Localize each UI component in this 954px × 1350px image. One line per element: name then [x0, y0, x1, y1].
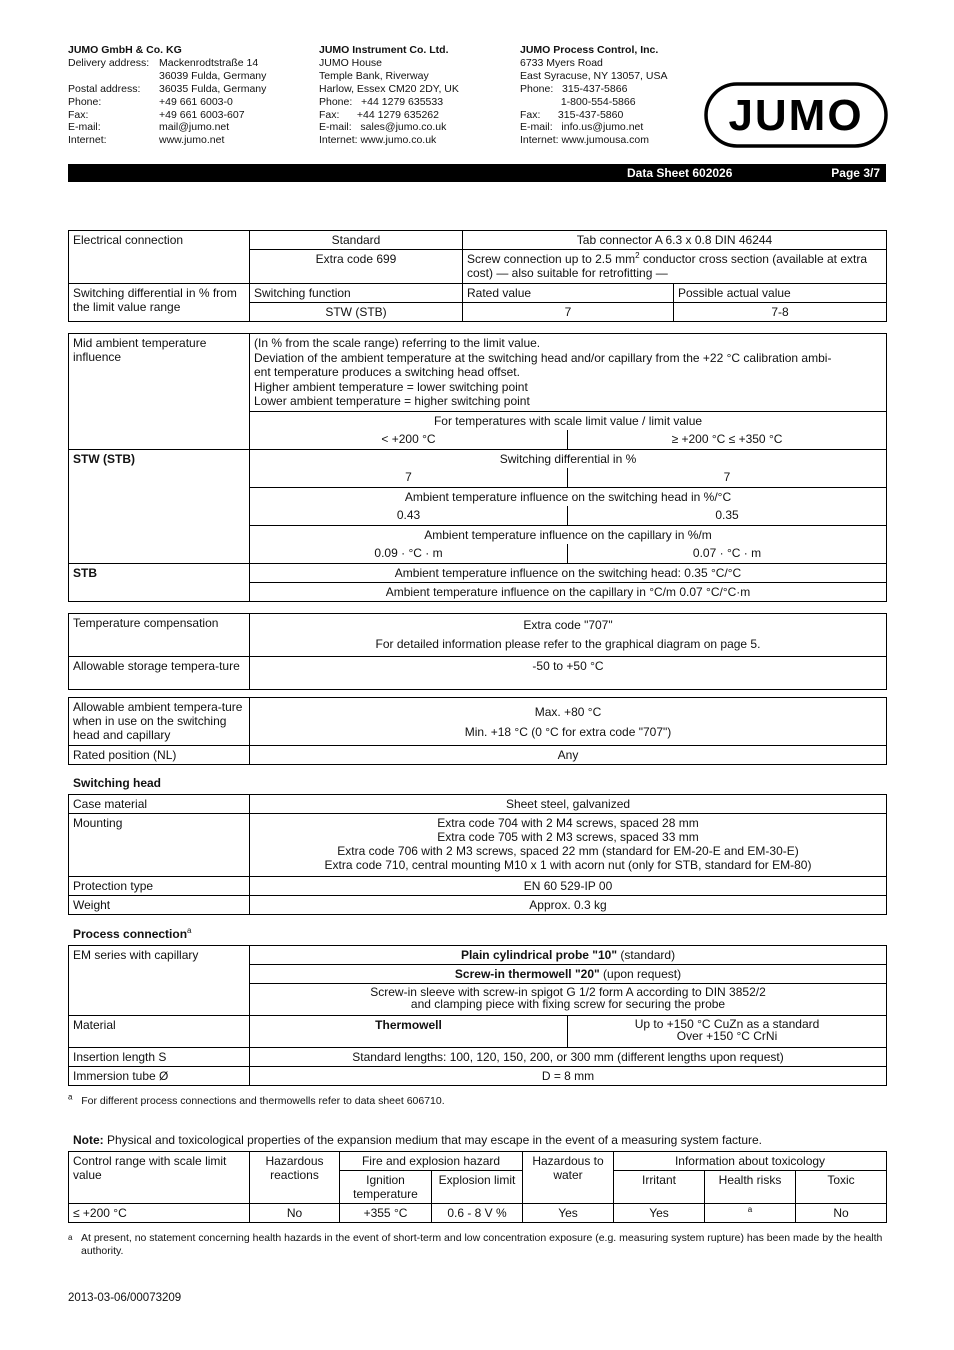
page-number: Page 3/7: [831, 166, 880, 180]
r-control: ≤ +200 °C: [69, 1204, 250, 1223]
standard-label: Standard: [250, 231, 463, 250]
storage-value: -50 to +50 °C: [250, 657, 887, 690]
stw-label: STW (STB): [69, 449, 250, 563]
sd-title: Switching differential in %: [250, 449, 887, 468]
address-line: Internet: www.jumo.co.uk: [319, 134, 437, 147]
address-inc: [520, 44, 667, 147]
document-id: 2013-03-06/00073209: [68, 1292, 182, 1304]
weight-value: Approx. 0.3 kg: [250, 896, 887, 915]
address-key: Phone:: [68, 95, 102, 108]
head-title: Ambient temperature influence on the switching head in %/°C: [250, 487, 887, 506]
address-ltd: [319, 44, 459, 147]
address-line: JUMO House: [319, 56, 383, 69]
address-value: www.jumo.net: [159, 134, 225, 147]
address-key: Postal address:: [68, 82, 141, 95]
text-line: Deviation of the ambient temperature at the switching head and/or capillary from the +22 °C calibration ambi-: [254, 350, 832, 365]
head-val2: 0.35: [568, 506, 887, 525]
address-line: [68, 70, 266, 83]
h-fire: Fire and explosion hazard: [340, 1152, 523, 1171]
extra-code-value: Screw connection up to 2.5 $mm^2$ conductor cross section (available at extra cost) — also suitable for retrofitting —: [463, 250, 887, 284]
address-key: Fax:: [68, 108, 89, 121]
temp-col1: < +200 °C: [250, 430, 568, 449]
electrical-label: Electrical connection: [69, 231, 250, 284]
ambient-use-table: [68, 697, 887, 765]
text-line: Extra code 705 with 2 M3 screws, spaced 33 mm: [437, 830, 699, 844]
h-toxicology: Information about toxicology: [614, 1152, 887, 1171]
text-line: (In % from the scale range) referring to the limit value.: [254, 336, 541, 350]
r-water: Yes: [523, 1204, 614, 1223]
svg-text:JUMO: JUMO: [728, 91, 864, 140]
r-irritant: Yes: [614, 1204, 705, 1223]
process-footnote: $^a$ For different process connections and thermowells refer to data sheet 606710.: [68, 1092, 445, 1107]
extra-code-label: Extra code 699: [250, 250, 463, 284]
address-key: Internet:: [68, 134, 107, 147]
address-value: mail@jumo.net: [159, 121, 230, 134]
protection-value: EN 60 529-IP 00: [250, 877, 887, 896]
sd-val1: 7: [250, 468, 568, 487]
r-health: a: [705, 1204, 796, 1223]
text-line: Higher ambient temperature = lower switching point: [254, 379, 528, 394]
material-value: Up to +150 °C CuZn as a standard Over +150 °C CrNi: [568, 1016, 887, 1048]
h-irritant: Irritant: [614, 1171, 705, 1204]
text-line: Extra code 710, central mounting M10 x 1 with acorn nut (only for STB, standard for EM-80): [324, 858, 812, 872]
address-key: Delivery address:: [68, 56, 150, 69]
ambient-description: [250, 334, 887, 412]
switching-head-title: Switching head: [73, 776, 162, 790]
address-line: [68, 57, 266, 70]
immersion-value: D = 8 mm: [250, 1067, 887, 1086]
address-line: Phone: 315-437-5866: [520, 82, 628, 95]
address-key: [68, 70, 159, 83]
rated-position-label: Rated position (NL): [69, 746, 250, 765]
sd-header-function: Switching function: [250, 284, 463, 303]
address-line: Internet: www.jumousa.com: [520, 134, 649, 147]
address-line: 1-800-554-5866: [520, 95, 636, 108]
switching-head-table: [68, 794, 887, 915]
standard-value: Tab connector A 6.3 x 0.8 DIN 46244: [463, 231, 887, 250]
sd-function: STW (STB): [250, 303, 463, 322]
cap-val2: 0.07 · °C · m: [568, 544, 887, 563]
insertion-label: Insertion length S: [69, 1048, 250, 1067]
cap-title: Ambient temperature influence on the capillary in %/m: [250, 525, 887, 544]
temp-col2: ≥ +200 °C ≤ +350 °C: [568, 430, 887, 449]
h-hazardous: Hazardous reactions: [250, 1152, 340, 1204]
r-ignition: +355 °C: [340, 1204, 432, 1223]
text-line: ent temperature produces a switching head offset.: [254, 365, 520, 380]
address-line: [68, 134, 266, 147]
jumo-logo: [704, 82, 888, 148]
toxicology-table: [68, 1151, 887, 1223]
address-line: Fax: 315-437-5860: [520, 108, 624, 121]
stb-head: Ambient temperature influence on the switching head: 0.35 °C/°C: [250, 563, 887, 582]
h-toxic: Toxic: [796, 1171, 887, 1204]
address-line: E-mail: sales@jumo.co.uk: [319, 121, 447, 134]
insertion-value: Standard lengths: 100, 120, 150, 200, or 300 mm (different lengths upon request): [250, 1048, 887, 1067]
address-line: [68, 83, 266, 96]
ambient-use-value: Max. +80 °C Min. +18 °C (0 °C for extra code "707"): [250, 698, 887, 746]
case-label: Case material: [69, 795, 250, 814]
tempcomp-table: [68, 613, 887, 690]
address-key: E-mail:: [68, 121, 101, 134]
address-line: East Syracuse, NY 13057, USA: [520, 69, 668, 82]
tempcomp-label: Temperature compensation: [69, 614, 250, 657]
address-value: Mackenrodtstraße 14: [159, 56, 259, 69]
sd-rated: 7: [463, 303, 674, 322]
stb-label: STB: [69, 563, 250, 601]
weight-label: Weight: [69, 896, 250, 915]
address-line: Fax: +44 1279 635262: [319, 108, 439, 121]
address-value: 36035 Fulda, Germany: [159, 82, 267, 95]
h-control: Control range with scale limit value: [69, 1152, 250, 1204]
address-gmbh: [68, 44, 266, 147]
mounting-label: Mounting: [69, 814, 250, 877]
tempcomp-value: Extra code "707" For detailed information please refer to the graphical diagram on page 5.: [250, 614, 887, 657]
address-value: +49 661 6003-0: [159, 95, 233, 108]
em-series-label: EM series with capillary: [69, 946, 250, 1016]
address-line: Phone: +44 1279 635533: [319, 95, 444, 108]
sd-header-rated: Rated value: [463, 284, 674, 303]
address-line: E-mail: info.us@jumo.net: [520, 121, 644, 134]
storage-label: Allowable storage tempera-ture: [69, 657, 250, 690]
r-explosion: 0.6 - 8 V %: [432, 1204, 523, 1223]
mounting-value: [250, 814, 887, 877]
company-name: JUMO Process Control, Inc.: [520, 44, 659, 56]
material-thermowell: Thermowell: [250, 1016, 568, 1048]
address-line: 6733 Myers Road: [520, 56, 603, 69]
process-table: [68, 945, 887, 1086]
rated-position-value: Any: [250, 746, 887, 765]
address-line: [68, 96, 266, 109]
ambient-table: [68, 333, 887, 602]
r-hazardous: No: [250, 1204, 340, 1223]
cap-val1: 0.09 · °C · m: [250, 544, 568, 563]
process-connection-title: Process connection$^a$: [73, 926, 192, 941]
text-line: Extra code 704 with 2 M4 screws, spaced 28 mm: [437, 816, 699, 830]
address-value: 36039 Fulda, Germany: [159, 69, 267, 82]
material-label: Material: [69, 1016, 250, 1048]
address-line: [68, 121, 266, 134]
text-line: Extra code 706 with 2 M3 screws, spaced 22 mm (standard for EM-20-E and EM-30-E): [337, 844, 799, 858]
address-line: [68, 109, 266, 122]
protection-label: Protection type: [69, 877, 250, 896]
note: Note: Physical and toxicological properties of the expansion medium that may escape in the event of a measuring system facture.: [73, 1133, 763, 1147]
head-val1: 0.43: [250, 506, 568, 525]
address-line: Harlow, Essex CM20 2DY, UK: [319, 82, 459, 95]
sd-actual: 7-8: [674, 303, 887, 322]
ambient-use-label: Allowable ambient tempera-ture when in use on the switching head and capillary: [69, 698, 250, 746]
probe-option: Plain cylindrical probe "10" (standard): [250, 946, 887, 965]
electrical-table: [68, 230, 887, 322]
case-value: Sheet steel, galvanized: [250, 795, 887, 814]
r-toxic: No: [796, 1204, 887, 1223]
stb-cap: Ambient temperature influence on the capillary in °C/m 0.07 °C/°C·m: [250, 582, 887, 601]
company-name: JUMO Instrument Co. Ltd.: [319, 44, 449, 56]
address-line: Temple Bank, Riverway: [319, 69, 429, 82]
h-health: Health risks: [705, 1171, 796, 1204]
datasheet-number: Data Sheet 602026: [627, 166, 733, 180]
h-ignition: Ignition temperature: [340, 1171, 432, 1204]
immersion-label: Immersion tube Ø: [69, 1067, 250, 1086]
for-temps: For temperatures with scale limit value / limit value: [250, 411, 887, 430]
sleeve-description: Screw-in sleeve with screw-in spigot G 1/2 form A according to DIN 3852/2 and clamping piece with fixing screw for securing the probe: [250, 984, 887, 1016]
text-line: Lower ambient temperature = higher switching point: [254, 394, 530, 409]
switching-diff-label: Switching differential in % from the limit value range: [69, 284, 250, 322]
h-explosion: Explosion limit: [432, 1171, 523, 1204]
sd-val2: 7: [568, 468, 887, 487]
tox-footnote: a At present, no statement concerning health hazards in the event of short-term and low concentration exposure (e.g. measuring system rupture) has been made by the health authority.: [68, 1232, 883, 1257]
h-water: Hazardous to water: [523, 1152, 614, 1204]
datasheet-bar: [68, 164, 886, 182]
sd-header-actual: Possible actual value: [674, 284, 887, 303]
company-name: JUMO GmbH & Co. KG: [68, 44, 182, 56]
ambient-label: Mid ambient temperature influence: [69, 334, 250, 450]
thermowell-option: Screw-in thermowell "20" (upon request): [250, 965, 887, 984]
address-value: +49 661 6003-607: [159, 108, 245, 121]
